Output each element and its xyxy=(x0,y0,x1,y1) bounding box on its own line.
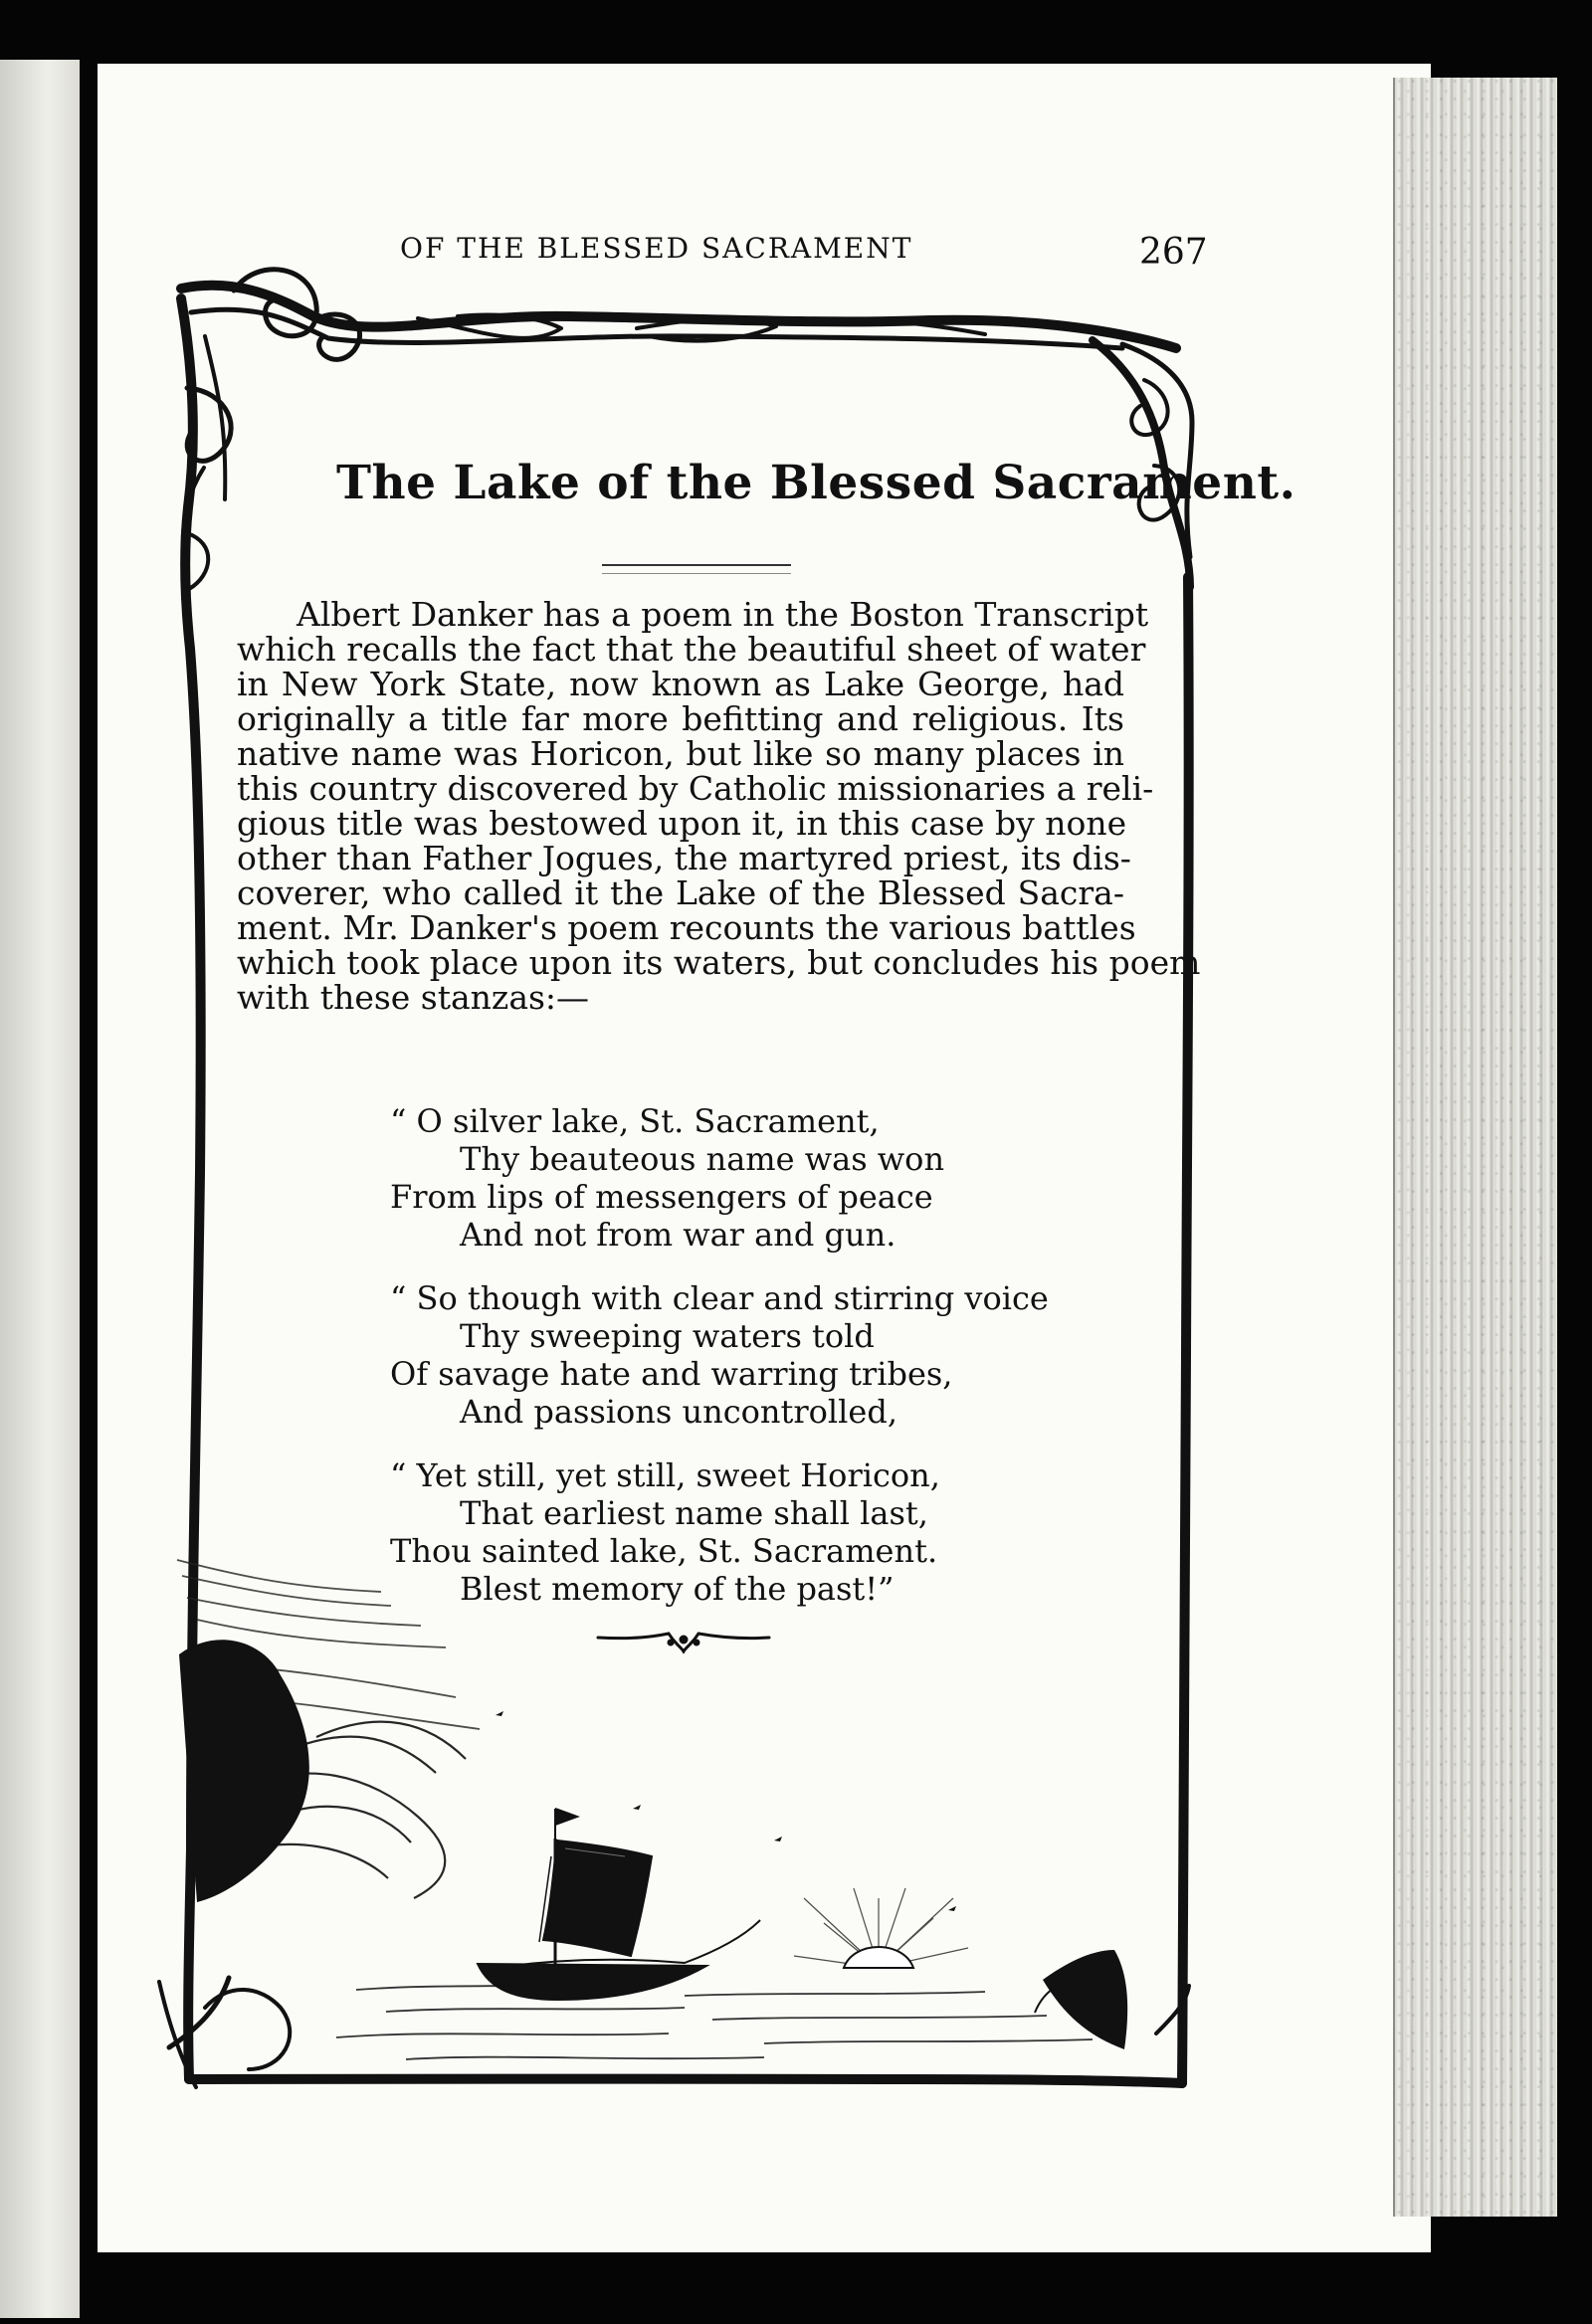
paragraph-line: ment. Mr. Danker's poem recounts the various battles xyxy=(237,908,1136,947)
poem-line: And not from war and gun. xyxy=(460,1216,896,1254)
poem-line: “ Yet still, yet still, sweet Horicon, xyxy=(390,1456,940,1494)
poem-line: Of savage hate and warring tribes, xyxy=(390,1355,953,1393)
ship-on-lake-illustration-icon xyxy=(167,1540,1142,2097)
paragraph-line: in New York State, now known as Lake George, had xyxy=(237,665,1124,703)
poem-line: And passions uncontrolled, xyxy=(460,1393,897,1431)
paragraph-line: native name was Horicon, but like so many places in xyxy=(237,734,1124,773)
poem-line: “ So though with clear and stirring voice xyxy=(390,1279,1049,1317)
page-stack-edge xyxy=(1393,78,1557,2217)
running-head: OF THE BLESSED SACRAMENT xyxy=(400,232,913,265)
poem-line: Thy sweeping waters told xyxy=(460,1317,875,1355)
poem-line: Thy beauteous name was won xyxy=(460,1140,945,1178)
paragraph-line: originally a title far more befitting and religious. Its xyxy=(237,699,1124,738)
left-page-edge xyxy=(0,60,80,2318)
paragraph-line: gious title was bestowed upon it, in this case by none xyxy=(237,804,1127,843)
paragraph-line: coverer, who called it the Lake of the Blessed Sacra- xyxy=(237,873,1124,912)
page-number: 267 xyxy=(1139,232,1208,273)
poem-stanza xyxy=(390,1102,1047,1254)
poem-line: Blest memory of the past!” xyxy=(460,1570,895,1608)
paragraph-line: with these stanzas:— xyxy=(237,978,590,1017)
poem-stanza xyxy=(390,1279,1047,1431)
paragraph-line: which recalls the fact that the beautiful sheet of water xyxy=(237,630,1146,669)
article-title: The Lake of the Blessed Sacrament. xyxy=(336,456,1296,510)
article-paragraph xyxy=(237,595,1201,1017)
poem-line: Thou sainted lake, St. Sacrament. xyxy=(390,1532,938,1570)
paragraph-line: other than Father Jogues, the martyred priest, its dis- xyxy=(237,839,1131,877)
paragraph-line: Albert Danker has a poem in the Boston Transcript xyxy=(297,595,1149,634)
paragraph-line: which took place upon its waters, but concludes his poem xyxy=(237,943,1201,982)
title-rule xyxy=(602,564,791,574)
poem-line: That earliest name shall last, xyxy=(460,1494,928,1532)
poem-line: “ O silver lake, St. Sacrament, xyxy=(390,1102,880,1140)
paragraph-line: this country discovered by Catholic missionaries a reli- xyxy=(237,769,1154,808)
poem-line: From lips of messengers of peace xyxy=(390,1178,933,1216)
